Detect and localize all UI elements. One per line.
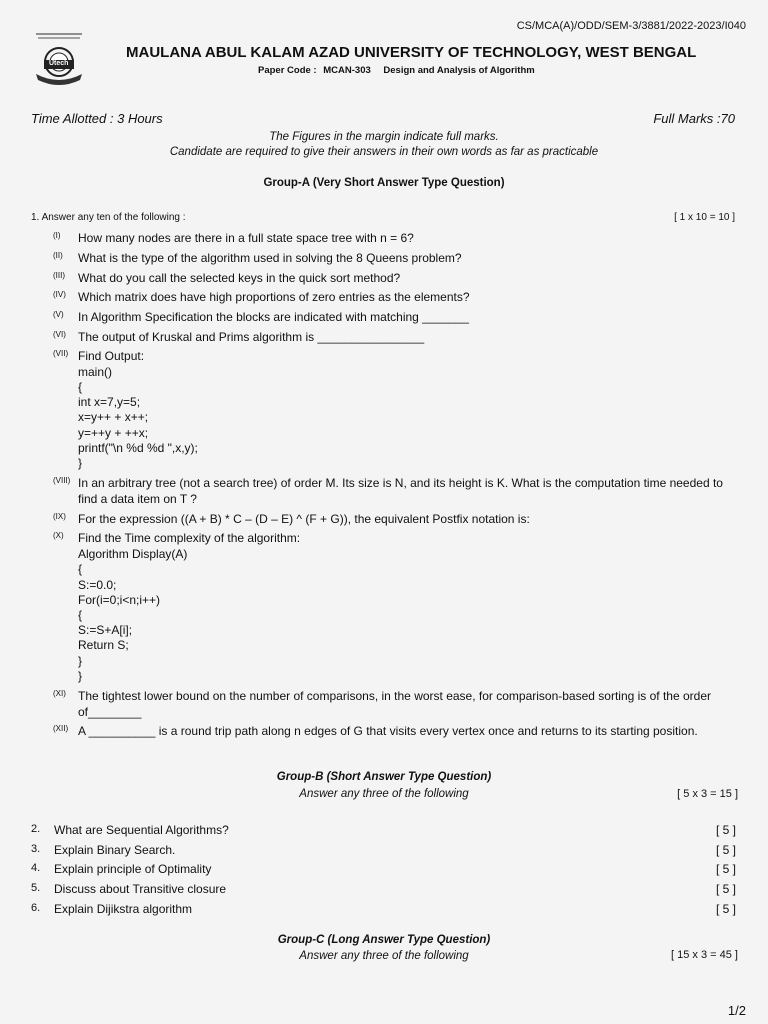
group-b-marks: [ 5 x 3 = 15 ] [677, 788, 738, 800]
question-text: Which matrix does have high proportions of zero entries as the elements? [78, 290, 470, 304]
question-text: Find Output: [78, 349, 145, 363]
question-text: The output of Kruskal and Prims algorithm is ________________ [78, 330, 425, 344]
paper-code-label: Paper Code : [258, 65, 317, 76]
group-b-title: Group-B (Short Answer Type Question) [276, 771, 492, 783]
question-text-continued: find a data item on T ? [78, 492, 197, 506]
code-line: { [78, 562, 83, 576]
question-number: (II) [53, 251, 63, 260]
code-line: Algorithm Display(A) [78, 547, 188, 561]
question-text: What are Sequential Algorithms? [54, 823, 229, 837]
code-line: For(i=0;i<n;i++) [78, 593, 161, 607]
note-own-words: Candidate are required to give their answers in their own words as far as practicable [169, 146, 599, 158]
code-line: int x=7,y=5; [78, 395, 141, 409]
question-text: In Algorithm Specification the blocks are indicated with matching _______ [78, 310, 469, 324]
code-line: main() [78, 365, 113, 379]
group-c-title: Group-C (Long Answer Type Question) [277, 934, 491, 946]
time-allotted: Time Allotted : 3 Hours [31, 111, 163, 126]
question-text-continued: of________ [78, 705, 142, 719]
code-line: Return S; [78, 638, 129, 652]
code-line: { [78, 380, 83, 394]
code-line: S:=S+A[i]; [78, 623, 133, 637]
question-number: (I) [53, 231, 61, 240]
question-text: What is the type of the algorithm used in solving the 8 Queens problem? [78, 251, 462, 265]
question-text: For the expression ((A + B) * C – (D – E) ^ (F + G)), the equivalent Postfix notation is: [78, 512, 530, 526]
question-number: (XII) [53, 724, 69, 733]
code-line: { [78, 608, 83, 622]
group-a-title: Group-A (Very Short Answer Type Question) [263, 177, 505, 189]
question-number: 4. [31, 862, 41, 874]
paper-code-line [258, 65, 535, 76]
full-marks: Full Marks :70 [653, 111, 735, 126]
question-marks: [ 5 ] [715, 902, 736, 916]
note-margin: The Figures in the margin indicate full marks. [269, 131, 499, 143]
group-c-marks: [ 15 x 3 = 45 ] [671, 949, 738, 961]
question-number: (IV) [53, 290, 66, 299]
code-line: } [78, 669, 83, 683]
question-text: Explain Binary Search. [54, 843, 176, 857]
question-text: What do you call the selected keys in the quick sort method? [78, 271, 401, 285]
question-text: In an arbitrary tree (not a search tree) of order M. Its size is N, and its height is K. What is the computation time needed to [78, 476, 723, 490]
exam-code-ref: CS/MCA(A)/ODD/SEM-3/3881/2022-2023/I040 [516, 20, 746, 32]
logo-text: Utech [49, 60, 69, 67]
question-text: Explain Dijikstra algorithm [54, 902, 193, 916]
university-name: MAULANA ABUL KALAM AZAD UNIVERSITY OF TECHNOLOGY, WEST BENGAL [126, 44, 697, 61]
question-text: Explain principle of Optimality [54, 862, 212, 876]
group-c-instruction: Answer any three of the following [299, 950, 469, 962]
question-text: The tightest lower bound on the number of comparisons, in the worst ease, for comparison-based sorting is of the order [78, 689, 711, 703]
group-b-instruction: Answer any three of the following [299, 788, 469, 800]
question-number: 5. [31, 882, 41, 894]
paper-title: Design and Analysis of Algorithm [383, 65, 535, 76]
university-logo [30, 30, 88, 88]
group-a-instruction: 1. Answer any ten of the following : [31, 212, 186, 223]
question-number: 3. [31, 843, 41, 855]
code-line: } [78, 654, 83, 668]
code-line: } [78, 456, 83, 470]
question-text: A __________ is a round trip path along n edges of G that visits every vertex once and returns to its starting position. [78, 724, 698, 738]
question-number: (VII) [53, 349, 69, 358]
question-number: (V) [53, 310, 64, 319]
group-a-marks: [ 1 x 10 = 10 ] [674, 212, 735, 223]
question-number: (VI) [53, 330, 66, 339]
page-number: 1/2 [727, 1003, 746, 1018]
question-text: Find the Time complexity of the algorithm: [78, 531, 301, 545]
code-line: x=y++ + x++; [78, 410, 149, 424]
question-number: 6. [31, 902, 41, 914]
question-text: Discuss about Transitive closure [54, 882, 227, 896]
question-number: (IX) [53, 512, 66, 521]
question-number: (X) [53, 531, 64, 540]
code-line: y=++y + ++x; [78, 426, 149, 440]
question-marks: [ 5 ] [715, 862, 736, 876]
question-number: (III) [53, 271, 65, 280]
question-marks: [ 5 ] [715, 882, 736, 896]
question-text: How many nodes are there in a full state space tree with n = 6? [78, 231, 414, 245]
code-line: printf("\n %d %d ",x,y); [78, 441, 198, 455]
question-number: 2. [31, 823, 41, 835]
question-marks: [ 5 ] [715, 823, 736, 837]
question-number: (XI) [53, 689, 66, 698]
code-line: S:=0.0; [78, 578, 117, 592]
paper-code: MCAN-303 [323, 65, 371, 76]
question-number: (VIII) [53, 476, 71, 485]
question-marks: [ 5 ] [715, 843, 736, 857]
